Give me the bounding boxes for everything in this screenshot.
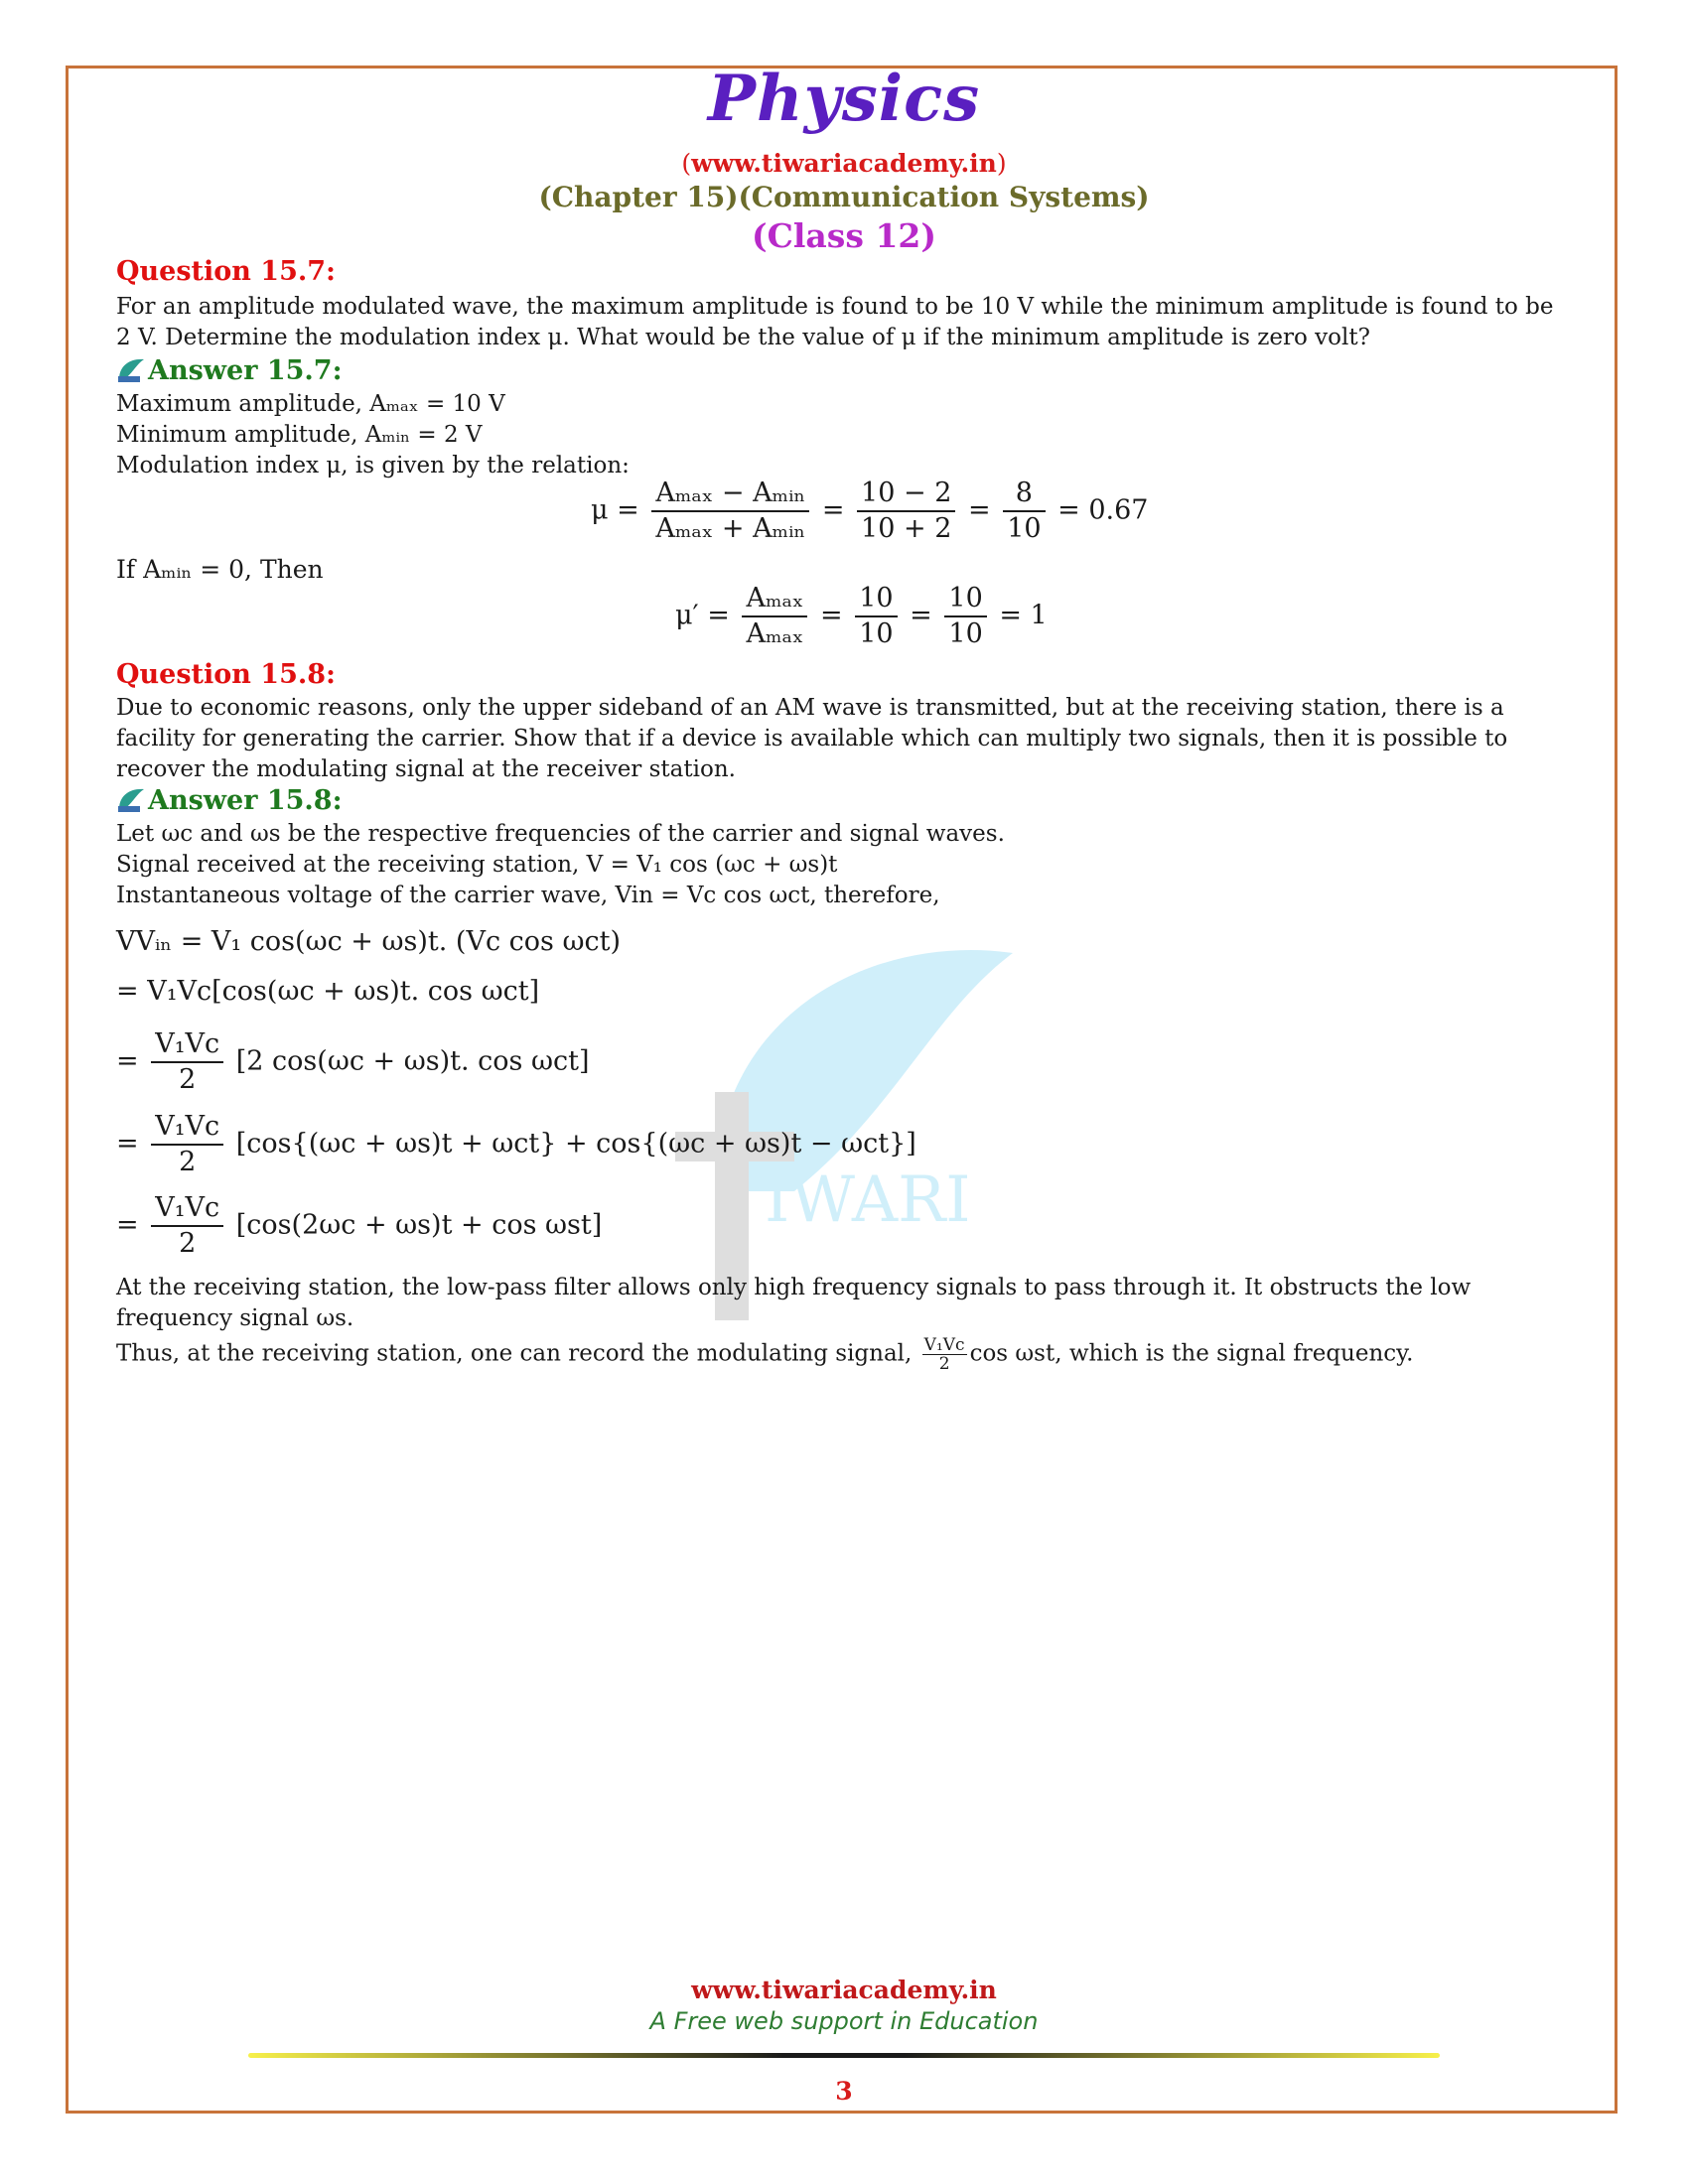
- tiwari-leaf-icon: [116, 785, 146, 815]
- footer-tagline: A Free web support in Education: [649, 2007, 1039, 2035]
- derivation-line-5: = $\frac{\text{V₁Vc}}{2}$ [cos(2ωc + ωs)t + cos ωst]: [116, 1192, 603, 1259]
- eq1-fraction-1: $\frac{\text{Aₘₐₓ − Aₘᵢₙ}}{\text{Aₘₐₓ + Aₘᵢₙ}}$: [651, 477, 809, 546]
- carrier-voltage-line: Instantaneous voltage of the carrier wave, Vin = Vc cos ωct, therefore,: [116, 883, 940, 908]
- inline-v1vc-over-2-fraction: $\frac{\text{V₁Vc}}{2}$: [923, 1335, 965, 1374]
- question-15-7-text: For an amplitude modulated wave, the maximum amplitude is found to be 10 V while the minimum amplitude is found to be 2 V. Determine the modulation index μ. What would be the value of μ if the minimum amplitude is zero volt?: [116, 294, 1554, 350]
- tiwari-leaf-icon: [116, 355, 146, 385]
- header-website: (www.tiwariacademy.in): [681, 149, 1007, 178]
- eq2-fraction-2: $\frac{10}{10}$: [855, 582, 897, 651]
- eq2-result: = 1: [999, 600, 1048, 631]
- v1vc-over-2-fraction: $\frac{\text{V₁Vc}}{2}$: [151, 1110, 223, 1179]
- answer-15-7-label: Answer 15.7:: [148, 355, 343, 386]
- eq2-fraction-1: $\frac{\text{Aₘₐₓ}}{\text{Aₘₐₓ}}$: [742, 582, 807, 651]
- v1vc-over-2-fraction: $\frac{\text{V₁Vc}}{2}$: [151, 1191, 223, 1261]
- low-pass-filter-paragraph: At the receiving station, the low-pass filter allows only high frequency signals to pass through it. It obstructs the low frequency signal ωs.: [116, 1275, 1472, 1331]
- min-amplitude-line: Minimum amplitude, Aₘᵢₙ = 2 V: [116, 422, 483, 448]
- eq2-fraction-3: $\frac{10}{10}$: [944, 582, 986, 651]
- footer-website: www.tiwariacademy.in: [691, 1976, 997, 2004]
- frequency-definition-line: Let ωc and ωs be the respective frequencies of the carrier and signal waves.: [116, 821, 1005, 847]
- derivation-line-2: = V₁Vc[cos(ωc + ωs)t. cos ωct]: [116, 976, 540, 1007]
- v1vc-over-2-fraction: $\frac{\text{V₁Vc}}{2}$: [151, 1027, 223, 1097]
- page-number: 3: [835, 2077, 853, 2106]
- question-15-8-text: Due to economic reasons, only the upper sideband of an AM wave is transmitted, but at the receiving station, there is a facility for generating the carrier. Show that if a device is available which can multiply two signals, then it is possible to recover the modulating signal at the receiver station.: [116, 695, 1508, 782]
- footer-divider: [248, 2053, 1440, 2058]
- eq1-lhs: μ =: [591, 494, 639, 526]
- derivation-line-3: = $\frac{\text{V₁Vc}}{2}$ [2 cos(ωc + ωs)t. cos ωct]: [116, 1028, 590, 1095]
- chapter-heading: (Chapter 15)(Communication Systems): [538, 181, 1150, 213]
- modulation-index-intro: Modulation index μ, is given by the relation:: [116, 453, 630, 478]
- if-amin-zero-line: If Aₘᵢₙ = 0, Then: [116, 555, 324, 584]
- received-signal-line: Signal received at the receiving station, V = V₁ cos (ωc + ωs)t: [116, 852, 838, 878]
- eq1-fraction-2: $\frac{10 - 2}{10 + 2}$: [857, 477, 955, 546]
- answer-15-8-label: Answer 15.8:: [148, 785, 343, 816]
- modulation-index-zero-equation: μ′ = $\frac{\text{Aₘₐₓ}}{\text{Aₘₐₓ}}$ = $\frac{10}{10}$ = $\frac{10}{10}$ = 1: [675, 583, 1048, 649]
- answer-15-8-heading: [116, 785, 343, 816]
- answer-15-7-heading: [116, 355, 343, 386]
- header-website-text: www.tiwariacademy.in: [691, 149, 997, 178]
- watermark-text: IWARI: [765, 1163, 971, 1237]
- modulation-index-equation: μ = $\frac{\text{Aₘₐₓ − Aₘᵢₙ}}{\text{Aₘₐₓ + Aₘᵢₙ}}$ = $\frac{10 - 2}{10 + 2}$ = $\frac{8}{10}$ = 0.67: [591, 478, 1149, 544]
- max-amplitude-line: Maximum amplitude, Aₘₐₓ = 10 V: [116, 391, 505, 417]
- eq1-result: = 0.67: [1057, 494, 1149, 526]
- derivation-line-1: VVᵢₙ = V₁ cos(ωc + ωs)t. (Vc cos ωct): [116, 926, 621, 957]
- question-15-8-heading: Question 15.8:: [116, 659, 337, 690]
- derivation-line-4: = $\frac{\text{V₁Vc}}{2}$ [cos{(ωc + ωs)t + ωct} + cos{(ωc + ωs)t − ωct}]: [116, 1111, 916, 1177]
- page-title: Physics: [707, 62, 981, 136]
- eq1-fraction-3: $\frac{8}{10}$: [1003, 477, 1045, 546]
- eq2-lhs: μ′ =: [675, 600, 730, 631]
- question-15-7-heading: Question 15.7:: [116, 256, 337, 287]
- modulating-signal-conclusion: Thus, at the receiving station, one can record the modulating signal, $\frac{\text{V₁Vc}}{2}$ cos ωst, which is the signal frequency.: [116, 1335, 1414, 1374]
- class-heading: (Class 12): [752, 216, 936, 255]
